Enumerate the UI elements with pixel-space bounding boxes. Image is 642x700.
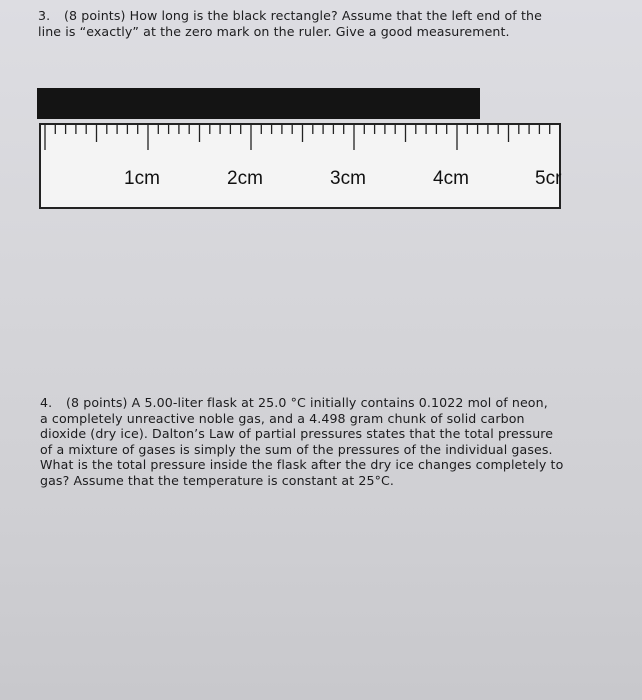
black-rectangle — [37, 88, 480, 119]
ruler-body — [40, 124, 560, 208]
question-4 — [40, 395, 600, 488]
ruler-label-1cm: 1cm — [124, 168, 160, 189]
ruler-label-4cm: 4cm — [433, 168, 469, 189]
question-3-number: 3. — [38, 8, 51, 23]
ruler-label-2cm: 2cm — [227, 168, 263, 189]
question-4-line-3: dioxide (dry ice). Dalton’s Law of partial pressures states that the total pressure — [40, 426, 554, 441]
question-4-line-2: a completely unreactive noble gas, and a 4.498 gram chunk of solid carbon — [40, 410, 525, 426]
question-4-line-1: 4. (8 points) A 5.00-liter flask at 25.0 °C initially contains 0.1022 mol of neon, — [40, 395, 548, 410]
ruler-label-5cm: 5cr — [535, 168, 562, 189]
question-4-line-5: What is the total pressure inside the flask after the dry ice changes completely to — [40, 457, 564, 472]
question-3-line-2: line is “exactly” at the zero mark on the ruler. Give a good measurement. — [38, 23, 510, 39]
question-3-line-1: 3. (8 points) How long is the black rectangle? Assume that the left end of the — [38, 8, 542, 23]
question-4-number: 4. — [40, 395, 53, 410]
question-4-line-6: gas? Assume that the temperature is constant at 25°C. — [40, 472, 395, 488]
ruler-graphic — [39, 123, 563, 211]
ruler — [39, 123, 563, 211]
ruler-label-3cm: 3cm — [330, 168, 366, 189]
question-3 — [38, 8, 598, 39]
question-4-line-4: of a mixture of gases is simply the sum of the pressures of the individual gases. — [40, 441, 553, 457]
